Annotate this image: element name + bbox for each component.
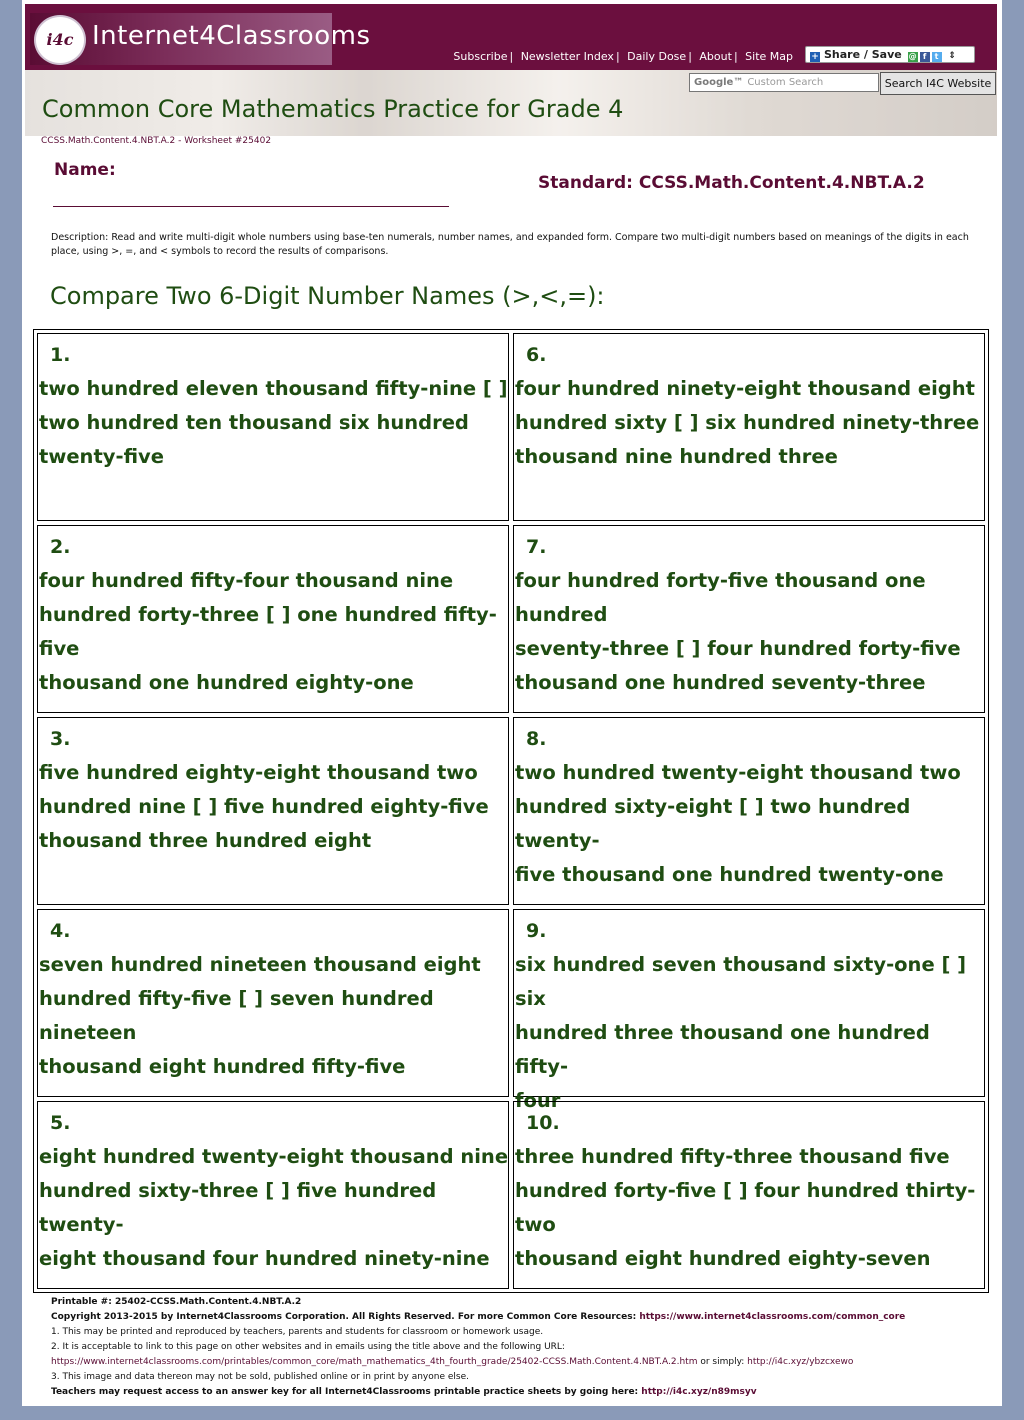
- problem-text: two hundred twenty-eight thousand two hundred sixty-eight [ ] two hundred twenty- five thousand one hundred twenty-one: [515, 761, 961, 886]
- common-core-link[interactable]: https://www.internet4classrooms.com/common_core: [639, 1312, 906, 1322]
- usage-note-2: 2. It is acceptable to link to this page on other websites and in emails using the title above and the following URL:: [51, 1342, 565, 1352]
- facebook-icon: f: [920, 52, 930, 62]
- problem-text: six hundred seven thousand sixty-one [ ] six hundred three thousand one hundred fifty- four: [515, 953, 967, 1112]
- printable-number: Printable #: 25402-CCSS.Math.Content.4.NBT.A.2: [51, 1297, 302, 1307]
- problem-number: 7.: [526, 536, 547, 558]
- problem-cell-4: [37, 909, 509, 1097]
- problem-number: 9.: [526, 920, 547, 942]
- answer-key-text: Teachers may request access to an answer key for all Internet4Classrooms printable practice sheets by going here:: [51, 1387, 639, 1397]
- page: [22, 0, 1002, 1406]
- logo-text: Internet4Classrooms: [92, 21, 371, 51]
- problem-cell-1: [37, 333, 509, 521]
- problem-cell-6: [513, 333, 985, 521]
- short-url-link[interactable]: http://i4c.xyz/ybzcxewo: [747, 1357, 854, 1367]
- problem-number: 3.: [50, 728, 71, 750]
- google-brand: Google™: [694, 77, 744, 88]
- share-save-button[interactable]: [805, 46, 975, 63]
- twitter-icon: t: [932, 52, 942, 62]
- problem-text: two hundred eleven thousand fifty-nine [ ] two hundred ten thousand six hundred twenty-five: [39, 377, 508, 468]
- name-label: Name:: [54, 160, 116, 180]
- share-plus-icon: +: [811, 52, 819, 62]
- copyright: [51, 1310, 991, 1325]
- page-title: Common Core Mathematics Practice for Grade 4: [42, 95, 624, 123]
- nav-newsletter-index[interactable]: Newsletter Index: [520, 50, 614, 63]
- worksheet-id: CCSS.Math.Content.4.NBT.A.2 - Worksheet #25402: [41, 136, 272, 146]
- problem-cell-10: [513, 1101, 985, 1289]
- search-input[interactable]: [689, 73, 879, 92]
- problem-cell-9: [513, 909, 985, 1112]
- problem-grid: [33, 329, 989, 1293]
- share-label: Share / Save: [824, 48, 902, 61]
- site-logo[interactable]: [30, 13, 371, 65]
- chevron-updown-icon: ⇕: [948, 51, 956, 61]
- share-email-icon: @: [908, 52, 917, 61]
- usage-note-1: 1. This may be printed and reproduced by teachers, parents and students for classroom or homework usage.: [51, 1327, 544, 1337]
- problem-text: three hundred fifty-three thousand five hundred forty-five [ ] four hundred thirty-two thousand eight hundred eighty-seven: [515, 1145, 976, 1270]
- problem-number: 2.: [50, 536, 71, 558]
- problem-cell-3: [37, 717, 509, 905]
- problem-number: 10.: [526, 1112, 560, 1134]
- nav-about[interactable]: About: [699, 50, 732, 63]
- section-title: Compare Two 6-Digit Number Names (>,<,=):: [50, 282, 605, 310]
- description: Description: Read and write multi-digit whole numbers using base-ten numerals, number names, and expanded form. Compare two multi-digit numbers based on meanings of the digits in each place, using >, =, and < symbols to record the results of comparisons.: [51, 232, 969, 257]
- problem-text: eight hundred twenty-eight thousand nine hundred sixty-three [ ] five hundred twenty- eight thousand four hundred ninety-nine: [39, 1145, 509, 1270]
- problem-text: four hundred ninety-eight thousand eight hundred sixty [ ] six hundred ninety-three thousand nine hundred three: [515, 377, 980, 468]
- problem-number: 8.: [526, 728, 547, 750]
- search-button[interactable]: Search I4C Website: [880, 72, 996, 95]
- page-url-link[interactable]: https://www.internet4classrooms.com/printables/common_core/math_mathematics_4th_fourth_grade/25402-CCSS.Math.Content.4.NBT.A.2.htm: [51, 1357, 698, 1367]
- answer-key-link[interactable]: http://i4c.xyz/n89msyv: [641, 1387, 757, 1397]
- name-line: [53, 206, 449, 207]
- top-navigation: Subscribe | Newsletter Index | Daily Dose | About | Site Map: [453, 50, 793, 63]
- nav-daily-dose[interactable]: Daily Dose: [627, 50, 687, 63]
- footer: [51, 1295, 991, 1400]
- site-banner: [25, 4, 997, 70]
- problem-number: 1.: [50, 344, 71, 366]
- search-placeholder: Custom Search: [747, 77, 824, 88]
- problem-text: four hundred forty-five thousand one hundred seventy-three [ ] four hundred forty-five thousand one hundred seventy-three: [515, 569, 961, 694]
- nav-site-map[interactable]: Site Map: [745, 50, 793, 63]
- problem-cell-2: [37, 525, 509, 713]
- usage-note-2-urls: [51, 1355, 991, 1370]
- copyright-text: Copyright 2013-2015 by Internet4Classrooms Corporation. All Rights Reserved. For more Common Core Resources:: [51, 1312, 637, 1322]
- problem-cell-5: [37, 1101, 509, 1289]
- standard-label: Standard: CCSS.Math.Content.4.NBT.A.2: [538, 173, 925, 193]
- nav-subscribe[interactable]: Subscribe: [453, 50, 508, 63]
- problem-text: five hundred eighty-eight thousand two hundred nine [ ] five hundred eighty-five thousand three hundred eight: [39, 761, 489, 852]
- or-simply-text: or simply:: [700, 1357, 745, 1367]
- logo-mark: i4c: [34, 15, 86, 65]
- problem-number: 6.: [526, 344, 547, 366]
- problem-cell-8: [513, 717, 985, 905]
- problem-text: four hundred fifty-four thousand nine hundred forty-three [ ] one hundred fifty-five thousand one hundred eighty-one: [39, 569, 497, 694]
- problem-number: 4.: [50, 920, 71, 942]
- problem-number: 5.: [50, 1112, 71, 1134]
- answer-key-note: [51, 1385, 991, 1400]
- problem-cell-7: [513, 525, 985, 713]
- usage-note-3: 3. This image and data thereon may not be sold, published online or in print by anyone else.: [51, 1372, 469, 1382]
- problem-text: seven hundred nineteen thousand eight hundred fifty-five [ ] seven hundred nineteen thousand eight hundred fifty-five: [39, 953, 481, 1078]
